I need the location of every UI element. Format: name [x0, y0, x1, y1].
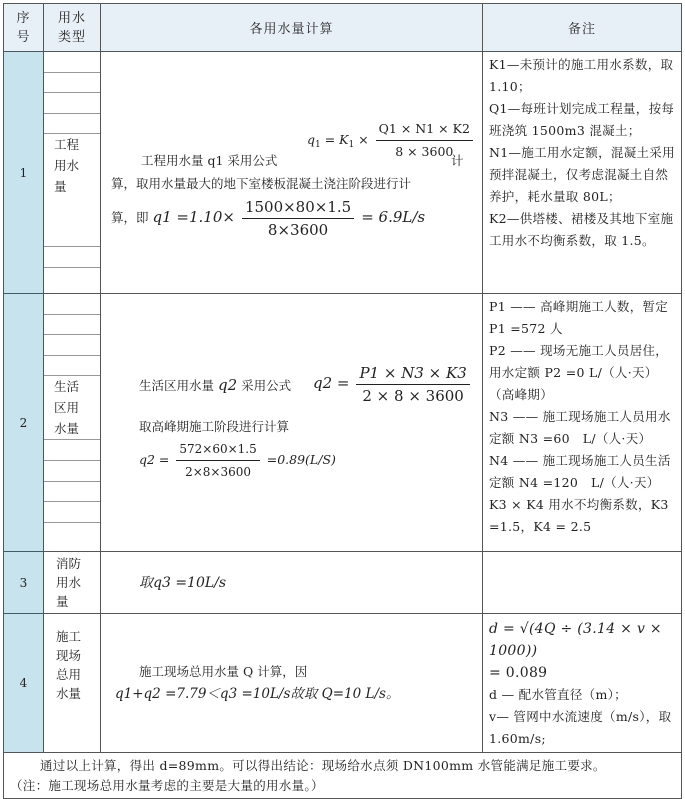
table-footer-row — [4, 753, 682, 799]
row-type-cell — [44, 614, 101, 753]
header-calc: 各用水量计算 — [101, 4, 483, 52]
calc-cell — [101, 294, 483, 552]
calc-text-3: 算，即 q1 =1.10× $\frac{1500\times 80\times 1.5}{8\times 3600}$ = 6.9L/s — [111, 198, 426, 239]
row-type-cell — [44, 294, 101, 552]
note-line: P1 —— 高峰期施工人数，暂定 P1 =572 人 — [489, 299, 669, 336]
calc-text-2: 算，取用水量最大的地下室楼板混凝土浇注阶段进行计 — [111, 176, 412, 191]
row-number: 4 — [4, 614, 44, 753]
note-formula: d = √(4Q ÷ (3.14 × v × 1000)) — [489, 621, 662, 659]
table-row-2 — [4, 294, 682, 552]
table-row-1 — [4, 52, 682, 294]
footer-conclusion: 通过以上计算，得出 d=89mm。可以得出结论：现场给水点须 DN100mm 水管能满足施工要求。 — [40, 758, 606, 773]
note-line: N3 —— 施工现场施工人员用水定额 N3 =60 L/（人·天） — [489, 409, 671, 446]
header-seq: 序号 — [4, 4, 44, 52]
note-cell — [483, 552, 682, 614]
formula-q1: $q_1 = K_1$ × $\frac{Q1 \times N1 \times K2}{8 \times 3600}$ — [307, 118, 476, 163]
note-line: N1—施工用水定额，混凝土采用预拌混凝土，仅考虑混凝土自然养护，耗水量取 80L； — [489, 145, 675, 204]
note-result: = 0.089 — [489, 665, 548, 681]
note-line: Q1—每班计划完成工程量，按每班浇筑 1500m3 混凝土； — [489, 101, 675, 138]
ruled-lines — [44, 294, 100, 543]
note-line: v— 管网中水流速度（m/s），取 1.60m/s; — [489, 709, 672, 746]
calc-cell — [101, 614, 483, 753]
row-type-label: 工程用水量 — [54, 137, 80, 195]
header-note: 备注 — [483, 4, 682, 52]
calc-text-2: 取高峰期施工阶段进行计算 — [139, 419, 290, 434]
note-line: P2 —— 现场无施工人员居住，用水定额 P2 =0 L/（人·天）（高峰期） — [489, 343, 669, 402]
row-number: 2 — [4, 294, 44, 552]
note-cell — [483, 614, 682, 753]
calc-cell — [101, 52, 483, 294]
calc-text-1b: 计 — [451, 153, 464, 168]
note-line: d — 配水管直径（m）； — [489, 687, 627, 702]
calc-text-2: q1+q2 =7.79＜q3 =10L/s故取 Q=10 L/s。 — [115, 686, 400, 702]
note-cell — [483, 294, 682, 552]
ruled-lines — [44, 52, 100, 288]
note-line: K1—未预计的施工用水系数，取 1.10； — [489, 57, 674, 94]
row-number: 1 — [4, 52, 44, 294]
header-type: 用水类型 — [44, 4, 101, 52]
table-header-row — [4, 4, 682, 52]
calc-text-1: 取q3 =10L/s — [139, 574, 227, 591]
note-line: K3 × K4 用水不均衡系数，K3 =1.5，K4 = 2.5 — [489, 497, 669, 534]
row-number: 3 — [4, 552, 44, 614]
row-type-label: 施工现场总用水量 — [56, 629, 82, 701]
row-type-cell — [44, 52, 101, 294]
note-cell — [483, 52, 682, 294]
row-type-label: 生活区用水量 — [54, 379, 80, 437]
formula-q2: q2 = $\frac{P1 \times N3 \times K3}{2 \times 8 \times 3600}$ — [313, 362, 473, 407]
note-line: K2—供塔楼、裙楼及其地下室施工用水不均衡系数，取 1.5。 — [489, 211, 674, 248]
footer-cell — [4, 753, 682, 799]
water-usage-table — [3, 3, 682, 799]
footer-note: （注：施工现场总用水量考虑的主要是大量的用水量。） — [10, 778, 324, 793]
row-type-cell — [44, 552, 101, 614]
note-line: N4 —— 施工现场施工人员生活定额 N4 =120 L/（人·天） — [489, 453, 671, 490]
row-type-label: 消防用水量 — [56, 556, 82, 609]
calc-text-3: q2 = $\frac{572\times 60\times 1.5}{2\times 8\times 3600}$ =0.89(L/S) — [139, 438, 336, 483]
calc-text-1: 施工现场总用水量 Q 计算，因 — [139, 664, 308, 679]
water-calc-table-container — [3, 3, 681, 793]
table-row-4 — [4, 614, 682, 753]
calc-text-1: 生活区用水量 q2 采用公式 — [139, 376, 292, 394]
calc-cell — [101, 552, 483, 614]
calc-text-1: 工程用水量 q1 采用公式 — [141, 153, 278, 168]
table-row-3 — [4, 552, 682, 614]
